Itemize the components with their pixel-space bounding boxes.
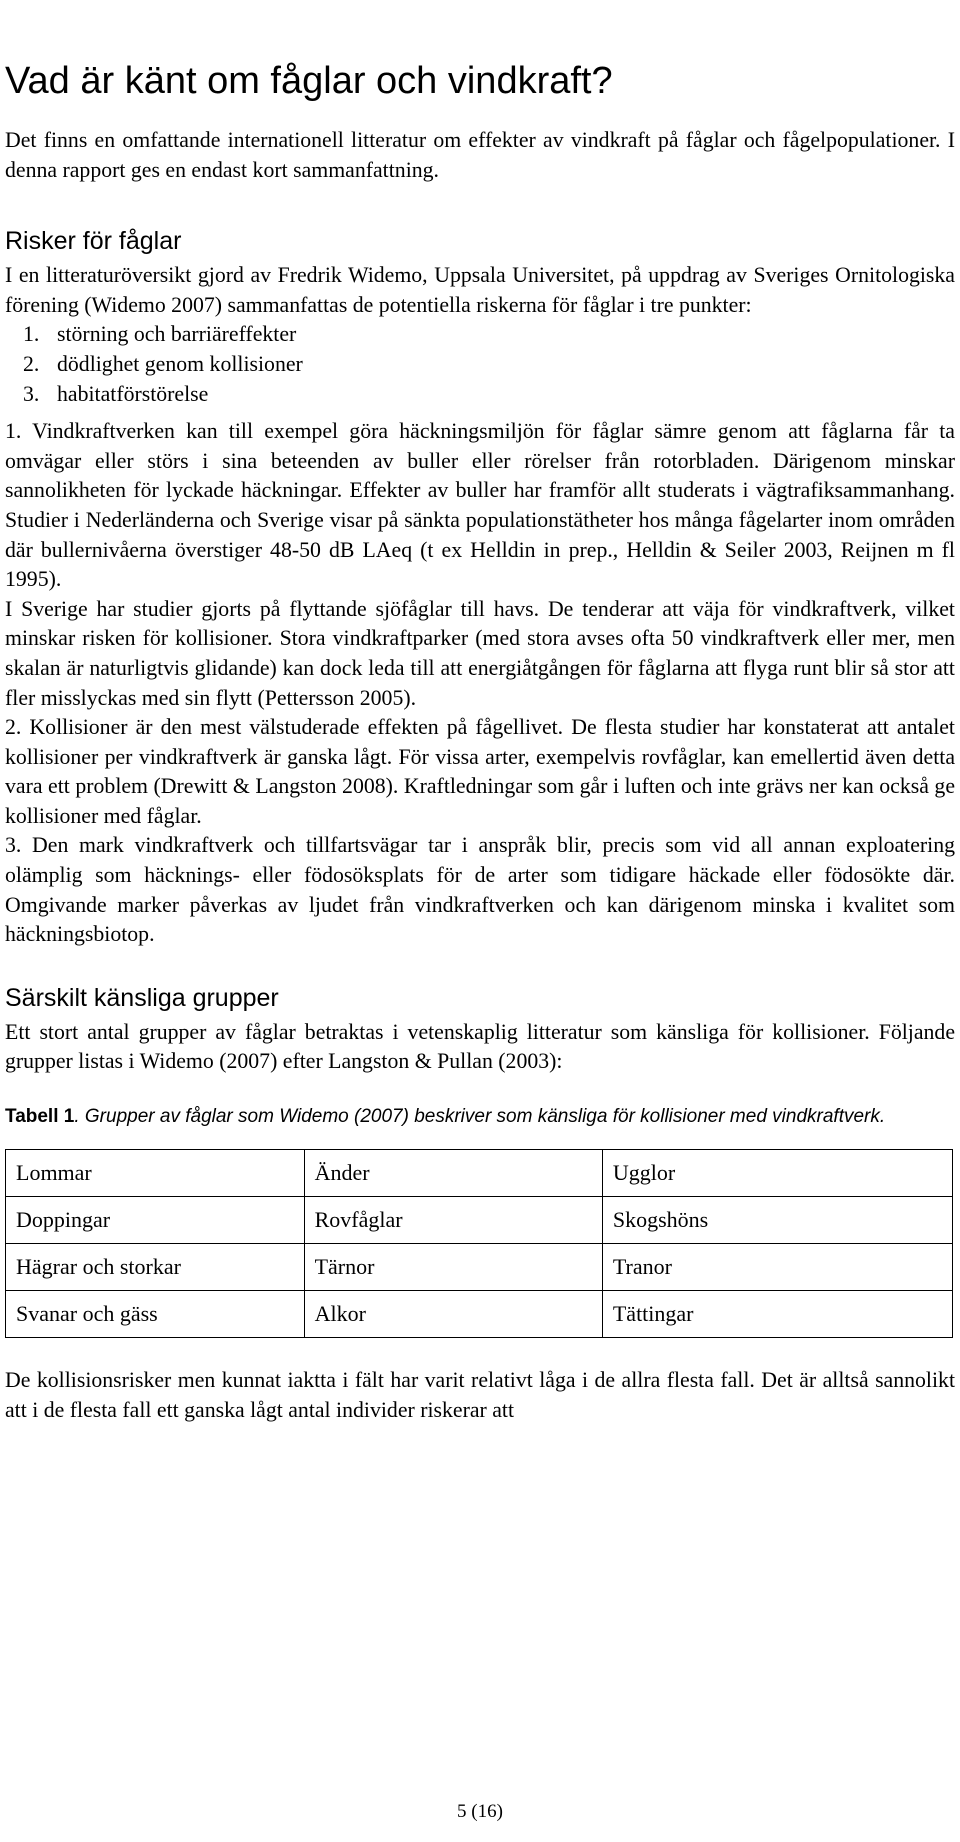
closing-paragraph: De kollisionsrisker men kunnat iaktta i fält har varit relativt låga i de allra flesta fall. Det är alltså sannolikt att i de flesta fall ett ganska lågt antal individer riskerar att [5,1368,955,1422]
body-paragraph: 2. Kollisioner är den mest välstuderade effekten på fågellivet. De flesta studier har konstaterat att antalet kollisioner per vindkraftverk är ganska lågt. För vissa arter, exempelvis rovfåglar, kan emellertid även detta vara ett problem (Drewitt & Langston 2008). Kraftledningar som går i luften och inte grävs ner kan också ge kollisioner med fåglar. [5,715,955,828]
table-row [6,1197,953,1244]
list-item-text: dödlighet genom kollisioner [57,351,303,376]
table-cell: Svanar och gäss [6,1291,305,1338]
page-title: Vad är känt om fåglar och vindkraft? [5,60,613,102]
list-item-number: 3. [23,381,40,406]
risks-body [5,417,955,950]
table-row [6,1150,953,1197]
list-item-number: 1. [23,322,40,347]
risk-points-list [5,320,955,409]
bird-groups-table [5,1149,953,1338]
table-caption-text: . Grupper av fåglar som Widemo (2007) beskriver som känsliga för kollisioner med vindkraftverk. [74,1106,886,1128]
table-row [6,1244,953,1291]
table-cell: Skogshöns [602,1197,952,1244]
table-cell: Änder [304,1150,602,1197]
risks-intro-paragraph: I en litteraturöversikt gjord av Fredrik Widemo, Uppsala Universitet, på uppdrag av Sveriges Ornitologiska förening (Widemo 2007) sammanfattas de potentiella riskerna för fåglar i tre punkter: [5,263,955,317]
page-header [0,0,960,26]
body-paragraph: I Sverige har studier gjorts på flyttande sjöfåglar till havs. De tenderar att väja för vindkraftverk, vilket minskar risken för kollisioner. Stora vindkraftparker (med stora avses ofta 50 vindkraftverk eller mer, men skalan är naturligtvis glidande) kan dock leda till att energiåtgången för fåglarna att flyga runt blir så stor att fler misslyckas med sin flytt (Pettersson 2005). [5,596,955,710]
list-item [23,320,955,350]
table-caption-label: Tabell 1 [5,1106,75,1128]
groups-intro-paragraph: Ett stort antal grupper av fåglar betraktas i vetenskaplig litteratur som känsliga för kollisioner. Följande grupper listas i Widemo (2007) efter Langston & Pullan (2003): [5,1019,955,1074]
table-cell: Alkor [304,1291,602,1338]
table-row [6,1291,953,1338]
list-item-text: störning och barriäreffekter [57,322,297,347]
list-item-text: habitatförstörelse [57,381,209,406]
body-paragraph: 3. Den mark vindkraftverk och tillfartsvägar tar i anspråk blir, precis som vid all annan exploatering olämplig som häcknings- eller födosöksplats för de arter som tidigare häckade eller födosökte där. Omgivande marker påverkas av ljudet från vindkraftverken och kan därigenom minska i kvalitet som häckningsbiotop. [5,833,955,947]
table-caption [5,1105,955,1129]
table-cell: Doppingar [6,1197,305,1244]
body-paragraph: 1. Vindkraftverken kan till exempel göra häckningsmiljön för fåglar sämre genom att fåglarna får ta omvägar eller störs i sina beteenden av buller eller rörelser från rotorbladen. Därigenom minskar sannolikheten för lyckade häckningar. Effekter av buller har framför allt studerats i vägtrafiksammanhang. Studier i Nederländerna och Sverige visar på sänkta populationstätheter hos många fågelarter inom områden där bullernivåerna överstiger 48-50 dB LAeq (t ex Helldin in prep., Helldin & Seiler 2003, Reijnen m fl 1995). [5,419,955,592]
header-organization: Kingebol fågelliv, Naturcentrum AB [5,3,267,22]
table-cell: Tranor [602,1244,952,1291]
page-number: 5 (16) [457,1801,503,1822]
list-item [23,380,955,410]
table-cell: Lommar [6,1150,305,1197]
document-content [5,58,955,1425]
table-cell: Rovfåglar [304,1197,602,1244]
table-cell: Tärnor [304,1244,602,1291]
table-cell: Ugglor [602,1150,952,1197]
table-cell: Tättingar [602,1291,952,1338]
header-date: 2010-10-01 [868,3,955,22]
list-item [23,350,955,380]
list-item-number: 2. [23,351,40,376]
section-heading-risks: Risker för fåglar [5,227,182,256]
section-heading-groups: Särskilt känsliga grupper [5,983,279,1012]
intro-paragraph: Det finns en omfattande internationell litteratur om effekter av vindkraft på fåglar och fågelpopulationer. I denna rapport ges en endast kort sammanfattning. [5,128,955,182]
table-cell: Hägrar och storkar [6,1244,305,1291]
